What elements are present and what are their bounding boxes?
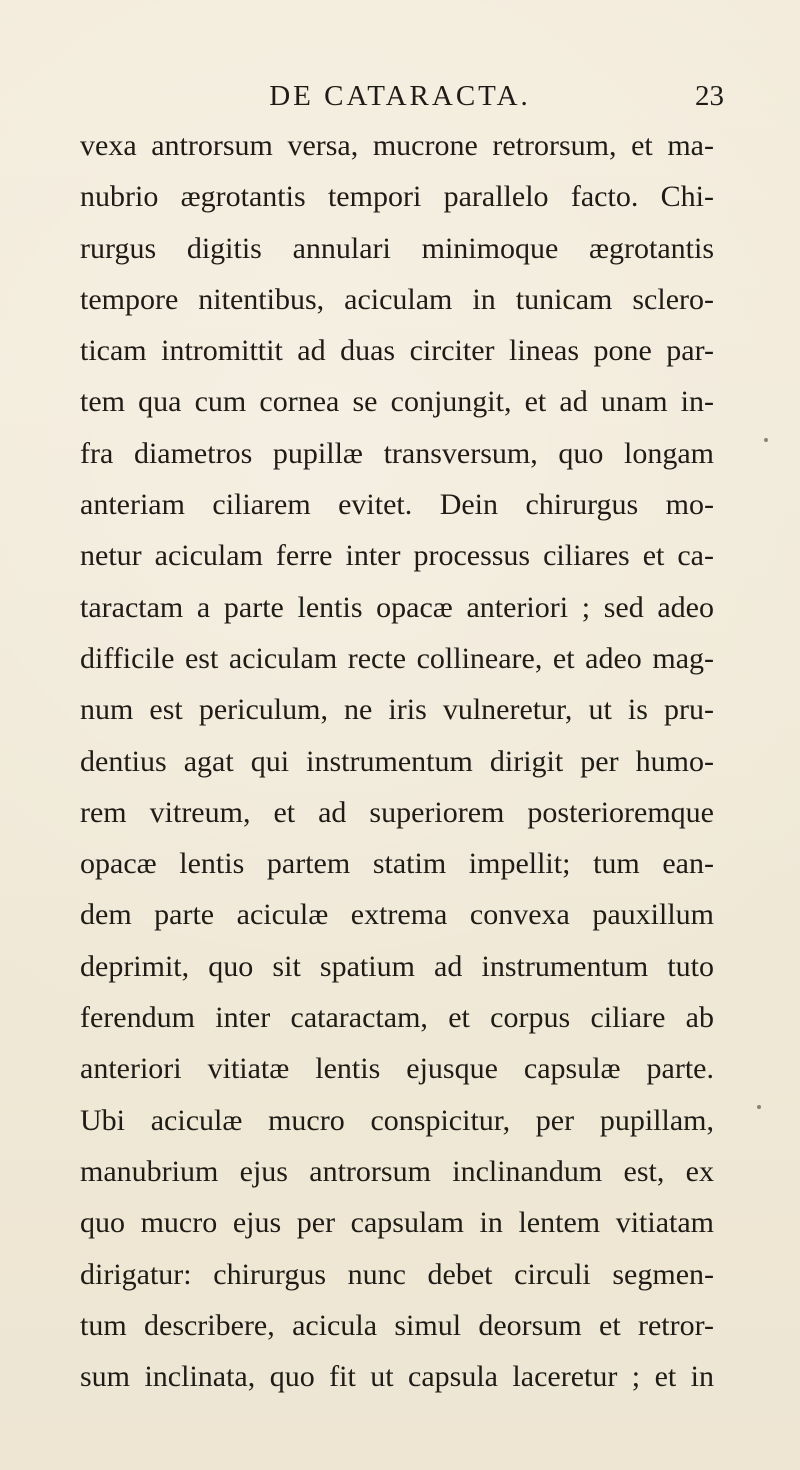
text-line: ticam intromittit ad duas circiter lineas pone par- (80, 334, 714, 368)
text-line: anteriori vitiatæ lentis ejusque capsulæ parte. (80, 1052, 714, 1086)
text-line: dentius agat qui instrumentum dirigit per humo- (80, 744, 714, 778)
paper-speck (764, 438, 768, 442)
text-line: tem qua cum cornea se conjungit, et ad unam in- (80, 385, 714, 419)
text-line: opacæ lentis partem statim impellit; tum ean- (80, 847, 714, 881)
text-line: anteriam ciliarem evitet. Dein chirurgus mo- (80, 488, 714, 522)
text-line: num est periculum, ne iris vulneretur, ut is pru- (80, 693, 714, 727)
text-line: dem parte aciculæ extrema convexa pauxillum (80, 898, 714, 932)
text-line: tum describere, acicula simul deorsum et retror- (80, 1308, 714, 1342)
paper-speck (757, 1105, 761, 1109)
page-number: 23 (695, 80, 724, 112)
text-line: tempore nitentibus, aciculam in tunicam sclero- (80, 282, 714, 316)
text-line: netur aciculam ferre inter processus ciliares et ca- (80, 539, 714, 573)
text-line: manubrium ejus antrorsum inclinandum est, ex (80, 1154, 714, 1188)
text-line: fra diametros pupillæ transversum, quo longam (80, 436, 714, 470)
text-line: ferendum inter cataractam, et corpus ciliare ab (80, 1001, 714, 1035)
text-line: deprimit, quo sit spatium ad instrumentum tuto (80, 949, 714, 983)
text-line: difficile est aciculam recte collineare, et adeo mag- (80, 641, 714, 675)
text-line: nubrio ægrotantis tempori parallelo facto. Chi- (80, 180, 714, 214)
text-line: taractam a parte lentis opacæ anteriori ; sed adeo (80, 590, 714, 624)
text-line: rem vitreum, et ad superiorem posterioremque (80, 795, 714, 829)
text-line: rurgus digitis annulari minimoque ægrotantis (80, 231, 714, 265)
body-text (80, 120, 714, 1402)
running-title: DE CATARACTA. (269, 80, 531, 112)
text-line: sum inclinata, quo fit ut capsula laceretur ; et in (80, 1360, 714, 1394)
text-line: vexa antrorsum versa, mucrone retrorsum, et ma- (80, 129, 714, 162)
text-line: Ubi aciculæ mucro conspicitur, per pupillam, (80, 1103, 714, 1137)
text-line: dirigatur: chirurgus nunc debet circuli segmen- (80, 1257, 714, 1291)
running-head (0, 76, 800, 116)
text-line: quo mucro ejus per capsulam in lentem vitiatam (80, 1206, 714, 1240)
